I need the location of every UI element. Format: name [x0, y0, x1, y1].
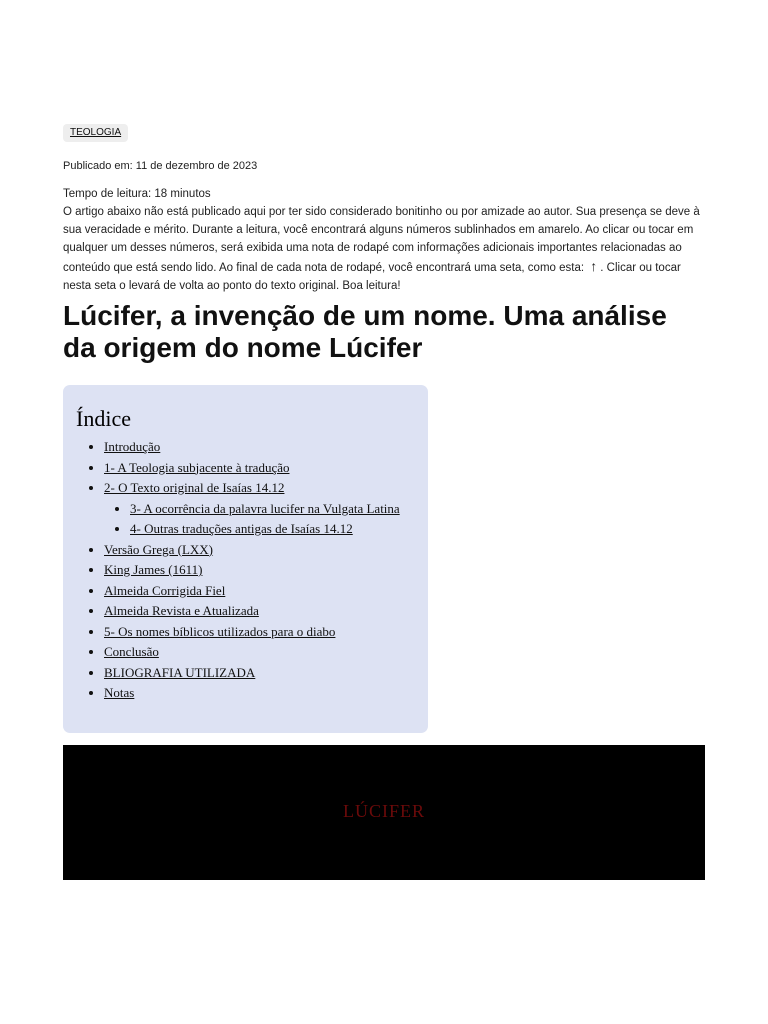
toc-link-vulgata[interactable]: 3- A ocorrência da palavra lucifer na Vulgata Latina: [130, 500, 400, 516]
toc-link-introducao[interactable]: Introdução: [104, 439, 161, 454]
toc-item: [104, 437, 415, 458]
toc-link-king-james[interactable]: King James (1611): [104, 562, 203, 577]
toc-link-conclusao[interactable]: Conclusão: [104, 644, 159, 659]
toc-item: [104, 601, 415, 622]
toc-item: [104, 560, 415, 581]
toc-link-notas[interactable]: Notas: [104, 685, 135, 700]
toc-link-texto-original[interactable]: 2- O Texto original de Isaías 14.12: [104, 480, 285, 495]
published-date: Publicado em: 11 de dezembro de 2023: [63, 160, 258, 172]
toc-item: [104, 663, 415, 684]
toc-item: [104, 622, 415, 643]
category-tag-link[interactable]: TEOLOGIA: [63, 124, 128, 142]
toc-link-bibliografia[interactable]: BLIOGRAFIA UTILIZADA: [104, 664, 256, 680]
toc-link-almeida-fiel[interactable]: Almeida Corrigida Fiel: [104, 582, 226, 598]
toc-item: [104, 642, 415, 663]
toc-heading: Índice: [76, 406, 131, 431]
intro-text-after-arrow: . Clicar ou tocar nesta seta o levará de volta ao ponto do texto original. Boa leitura!: [63, 262, 681, 292]
table-of-contents: [63, 385, 428, 733]
toc-link-teologia[interactable]: 1- A Teologia subjacente à tradução: [104, 459, 290, 475]
toc-link-nomes-diabo[interactable]: 5- Os nomes bíblicos utilizados para o diabo: [104, 623, 336, 639]
intro-text-before-arrow: O artigo abaixo não está publicado aqui por ter sido considerado bonitinho ou por amizade ao autor. Sua presença se deve à sua veracidade e mérito. Durante a leitura, você encontrará alguns números sublinhados em amarelo. Ao clicar ou tocar em qualquer um desses números, será exibida uma nota de rodapé com informações adicionais importantes relacionadas ao conteúdo que está sendo lido. Ao final de cada nota de rodapé, você encontrará uma seta, como esta:: [63, 206, 700, 274]
reading-time: Tempo de leitura: 18 minutos: [63, 188, 211, 200]
intro-paragraph: [63, 203, 705, 295]
toc-subitem: [130, 499, 415, 520]
toc-item: [104, 458, 415, 479]
article-title: Lúcifer, a invenção de um nome. Uma análise da origem do nome Lúcifer: [63, 300, 667, 363]
toc-item: [104, 581, 415, 602]
arrow-up-icon: ↑: [590, 258, 598, 274]
toc-link-outras-traducoes[interactable]: 4- Outras traduções antigas de Isaías 14.12: [130, 521, 353, 536]
toc-sublist: [104, 499, 415, 540]
intro-block: [63, 185, 705, 295]
toc-link-almeida-revista[interactable]: Almeida Revista e Atualizada: [104, 603, 259, 618]
toc-list: [76, 437, 415, 704]
toc-item: [104, 683, 415, 704]
toc-link-lxx[interactable]: Versão Grega (LXX): [104, 541, 214, 557]
hero-banner: [63, 745, 705, 880]
toc-item: [104, 540, 415, 561]
toc-item: [104, 478, 415, 540]
toc-subitem: [130, 519, 415, 540]
banner-title: LÚCIFER: [342, 801, 425, 821]
